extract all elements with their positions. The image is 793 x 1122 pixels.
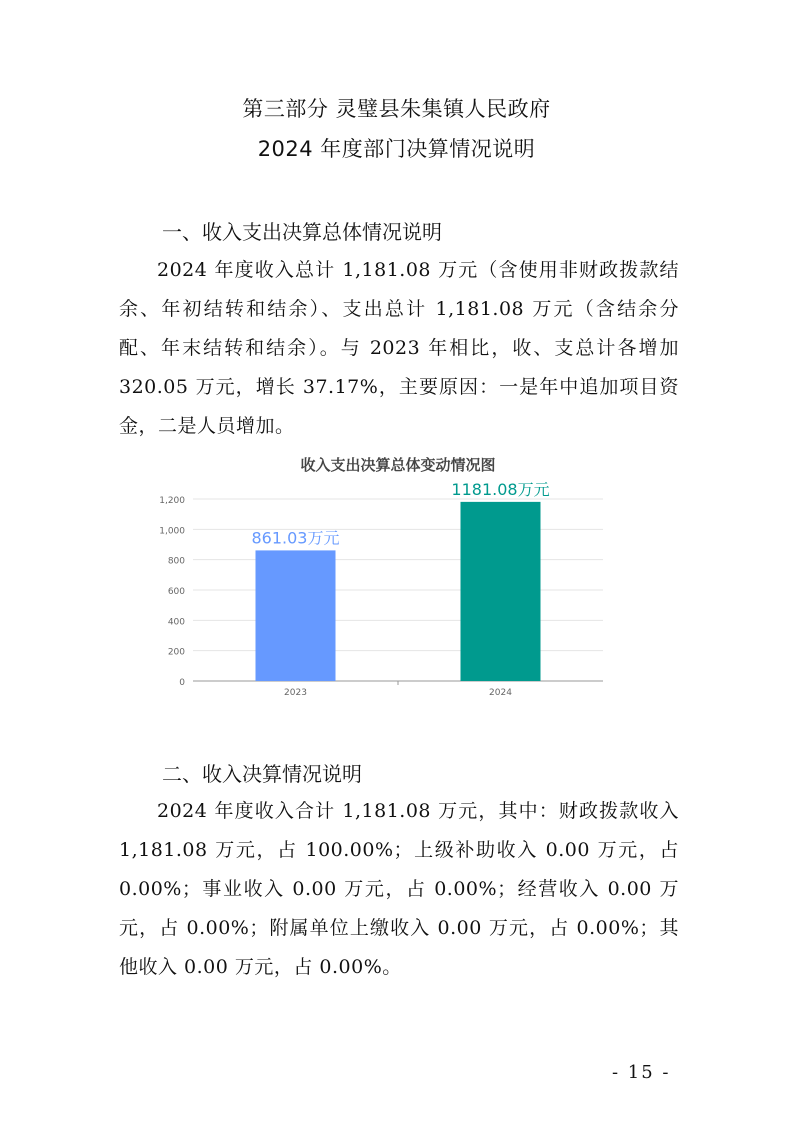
y-tick-label: 0 [179, 678, 185, 688]
chart-title: 收入支出决算总体变动情况图 [300, 456, 496, 474]
section2-heading: 二、收入决算情况说明 [162, 762, 362, 786]
bar-2023 [256, 550, 336, 681]
section1-paragraph: 2024 年度收入总计 1,181.08 万元（含使用非财政拨款结余、年初结转和结余）、支出总计 1,181.08 万元（含结余分配、年末结转和结余）。与 2023 年相比，收、支总计各增加 320.05 万元，增长 37.17%，主要原因：一是年中追加项目资金，二是人员增加。 [119, 259, 679, 437]
y-tick-label: 800 [167, 556, 185, 567]
section1-heading: 一、收入支出决算总体情况说明 [162, 220, 442, 244]
y-tick-label: 600 [167, 587, 185, 597]
document-title-line2: 2024 年度部门决算情况说明 [257, 137, 536, 161]
y-tick-label: 1,200 [159, 496, 185, 506]
y-tick-label: 400 [167, 617, 185, 628]
data-label: 861.03万元 [251, 528, 340, 548]
section2-paragraph: 2024 年度收入合计 1,181.08 万元，其中：财政拨款收入 1,181.08 万元，占 100.00%；上级补助收入 0.00 万元，占 0.00%；事业收入 0.00 万元，占 0.00%；经营收入 0.00 万元，占 0.00%；附属单位上缴收入 0.00 万元，占 0.00%；其他收入 0.00 万元，占 0.00%。 [119, 800, 679, 978]
y-tick-label: 1,000 [159, 526, 185, 537]
x-tick-label: 2023 [284, 688, 307, 698]
data-label: 1181.08万元 [451, 479, 550, 499]
y-tick-label: 200 [167, 647, 185, 658]
income-expense-chart [145, 446, 615, 702]
document-title-line1: 第三部分 灵璧县朱集镇人民政府 [242, 97, 551, 121]
page-number: - 15 - [612, 1062, 671, 1083]
bar-2024 [461, 502, 541, 681]
x-tick-label: 2024 [489, 688, 512, 698]
